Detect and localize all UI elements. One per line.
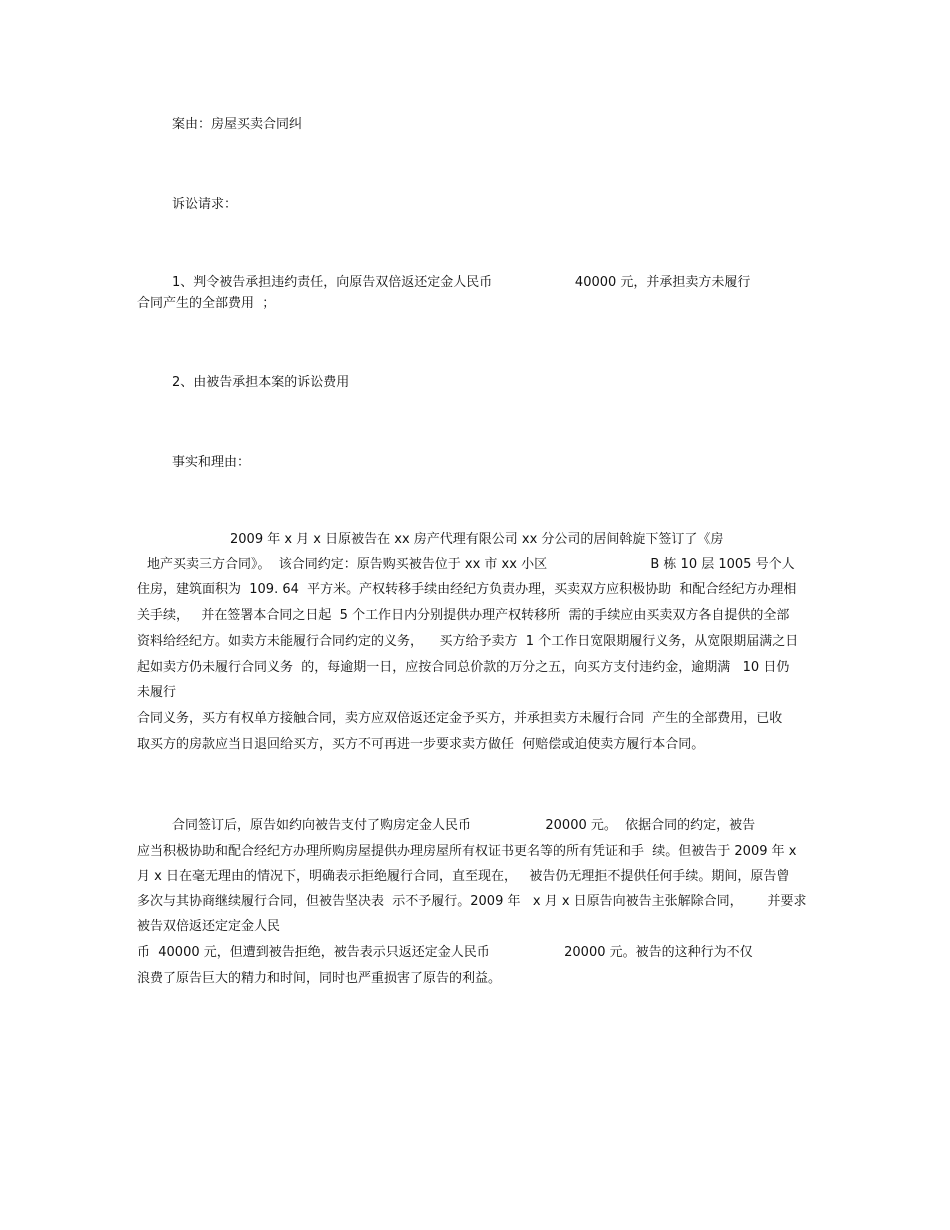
- para2-line-5: 被告双倍返还定定金人民: [137, 919, 281, 934]
- para2-line-2: 应当积极协助和配合经纪方办理所购房屋提供办理房屋所有权证书更名等的所有凭证和手 续。但被告于 2009 年 x: [137, 844, 797, 859]
- claim-2: 2、由被告承担本案的诉讼费用: [172, 375, 350, 390]
- para1-line-3: 住房，建筑面积为 109. 64 平方米。产权转移手续由经纪方负责办理，买卖双方应积极协助 和配合经纪方办理相: [137, 582, 797, 597]
- para2-line-1: 合同签订后，原告如约向被告支付了购房定金人民币 20000 元。 依据合同的约定，被告: [172, 818, 756, 833]
- para1-line-4: 关手续， 并在签署本合同之日起 5 个工作日内分别提供办理产权转移所 需的手续应由买卖双方各自提供的全部: [137, 608, 790, 623]
- para1-line-8: 合同义务，买方有权单方接触合同，卖方应双倍返还定金予买方，并承担卖方未履行合同 产生的全部费用，已收: [137, 711, 783, 726]
- para2-line-6: 币 40000 元，但遭到被告拒绝，被告表示只返还定金人民币 20000 元。被告的这种行为不仅: [137, 945, 753, 960]
- claim-1-line-2: 合同产生的全部费用 ；: [137, 296, 276, 311]
- claim-1-line-1: 1、判令被告承担违约责任，向原告双倍返还定金人民币 40000 元，并承担卖方未履行: [172, 275, 751, 290]
- claims-heading: 诉讼请求：: [172, 197, 238, 212]
- para1-line-9: 取买方的房款应当日退回给买方，买方不可再进一步要求卖方做任 何赔偿或迫使卖方履行本合同。: [137, 737, 705, 752]
- para2-line-7: 浪费了原告巨大的精力和时间，同时也严重损害了原告的利益。: [137, 971, 502, 986]
- para1-line-5: 资料给经纪方。如卖方未能履行合同约定的义务， 买方给予卖方 1 个工作日宽限期履行义务，从宽限期届满之日: [137, 634, 799, 649]
- para1-line-1: 2009 年 x 月 x 日原被告在 xx 房产代理有限公司 xx 分公司的居间斡旋下签订了《房: [230, 532, 724, 547]
- case-cause: 案由：房屋买卖合同纠: [172, 117, 303, 132]
- para2-line-4: 多次与其协商继续履行合同，但被告坚决表 示不予履行。2009 年 x 月 x 日原告向被告主张解除合同， 并要求: [137, 894, 807, 909]
- facts-heading: 事实和理由：: [172, 455, 251, 470]
- para1-line-6: 起如卖方仍未履行合同义务 的，每逾期一日，应按合同总价款的万分之五，向买方支付违约金，逾期满 10 日仍: [137, 660, 790, 675]
- para2-line-3: 月 x 日在毫无理由的情况下，明确表示拒绝履行合同，直至现在， 被告仍无理拒不提供任何手续。期间，原告曾: [137, 869, 790, 884]
- para1-line-2: 地产买卖三方合同》。 该合同约定：原告购买被告位于 xx 市 xx 小区 B 栋 10 层 1005 号个人: [147, 557, 795, 572]
- para1-line-7: 未履行: [137, 685, 177, 700]
